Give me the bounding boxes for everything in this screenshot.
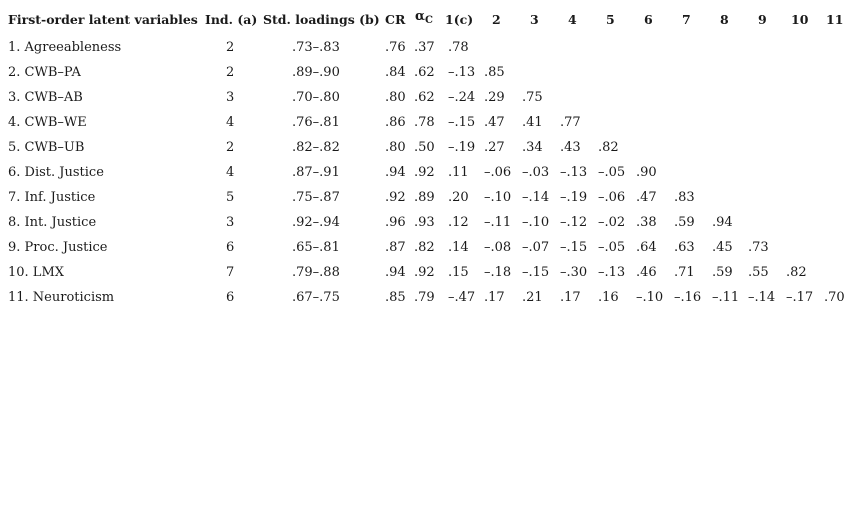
row-corr-4: –.15 [560, 240, 588, 255]
row-corr-6: .38 [636, 215, 657, 230]
header-c8: 8 [720, 12, 729, 27]
row-variable-name: 5. CWB–UB [8, 140, 85, 155]
row-variable-name: 3. CWB–AB [8, 90, 83, 105]
row-corr-7: –.16 [674, 290, 702, 305]
row-cr: .80 [385, 90, 406, 105]
header-c7: 7 [682, 12, 691, 27]
row-variable-name: 9. Proc. Justice [8, 240, 108, 255]
row-corr-2: –.10 [484, 190, 512, 205]
row-corr-2: .27 [484, 140, 505, 155]
row-ind: 4 [226, 165, 235, 180]
row-variable-name: 6. Dist. Justice [8, 165, 104, 180]
row-corr-2: –.06 [484, 165, 512, 180]
row-corr-8: .59 [712, 265, 733, 280]
row-alpha: .89 [414, 190, 435, 205]
header-c2: 2 [492, 12, 501, 27]
row-corr-5: –.05 [598, 165, 626, 180]
row-loadings: .67–.75 [292, 290, 340, 305]
row-cr: .80 [385, 140, 406, 155]
row-alpha: .79 [414, 290, 435, 305]
row-alpha: .92 [414, 165, 435, 180]
row-alpha: .82 [414, 240, 435, 255]
row-corr-9: .73 [748, 240, 769, 255]
row-variable-name: 2. CWB–PA [8, 65, 81, 80]
row-corr-7: .71 [674, 265, 695, 280]
row-ind: 3 [226, 90, 235, 105]
row-cr: .76 [385, 40, 406, 55]
row-alpha: .78 [414, 115, 435, 130]
row-corr-1: –.24 [448, 90, 476, 105]
row-corr-1: .78 [448, 40, 469, 55]
row-ind: 6 [226, 290, 235, 305]
header-c9: 9 [758, 12, 767, 27]
header-alpha [415, 8, 433, 26]
row-corr-4: –.12 [560, 215, 588, 230]
header-ind: Ind. (a) [205, 12, 258, 27]
row-cr: .86 [385, 115, 406, 130]
row-corr-7: .63 [674, 240, 695, 255]
row-corr-6: .47 [636, 190, 657, 205]
row-corr-1: –.13 [448, 65, 476, 80]
row-variable-name: 8. Int. Justice [8, 215, 97, 230]
row-corr-2: –.18 [484, 265, 512, 280]
row-corr-5: .16 [598, 290, 619, 305]
row-corr-1: .15 [448, 265, 469, 280]
row-alpha: .62 [414, 65, 435, 80]
row-loadings: .70–.80 [292, 90, 340, 105]
row-corr-6: .46 [636, 265, 657, 280]
row-variable-name: 11. Neuroticism [8, 290, 115, 305]
row-cr: .85 [385, 290, 406, 305]
row-corr-1: –.19 [448, 140, 476, 155]
row-corr-2: .47 [484, 115, 505, 130]
row-loadings: .79–.88 [292, 265, 340, 280]
row-corr-3: –.15 [522, 265, 550, 280]
header-variable: First-order latent variables [8, 12, 198, 27]
row-corr-5: –.02 [598, 215, 626, 230]
row-corr-8: –.11 [712, 290, 740, 305]
row-corr-3: –.07 [522, 240, 550, 255]
row-loadings: .75–.87 [292, 190, 340, 205]
row-corr-1: –.47 [448, 290, 476, 305]
row-corr-4: .43 [560, 140, 581, 155]
row-alpha: .37 [414, 40, 435, 55]
row-corr-3: .41 [522, 115, 543, 130]
row-corr-4: .17 [560, 290, 581, 305]
row-cr: .94 [385, 165, 406, 180]
header-cr: CR [385, 12, 406, 27]
row-cr: .87 [385, 240, 406, 255]
row-corr-2: .85 [484, 65, 505, 80]
row-ind: 2 [226, 40, 235, 55]
row-corr-4: –.13 [560, 165, 588, 180]
row-alpha: .50 [414, 140, 435, 155]
row-corr-3: –.14 [522, 190, 550, 205]
header-c3: 3 [530, 12, 539, 27]
row-corr-8: .45 [712, 240, 733, 255]
row-loadings: .73–.83 [292, 40, 340, 55]
row-corr-7: .83 [674, 190, 695, 205]
row-corr-4: –.30 [560, 265, 588, 280]
row-ind: 6 [226, 240, 235, 255]
row-corr-11: .70 [824, 290, 845, 305]
row-loadings: .82–.82 [292, 140, 340, 155]
row-variable-name: 1. Agreeableness [8, 40, 122, 55]
header-c5: 5 [606, 12, 615, 27]
row-corr-5: –.06 [598, 190, 626, 205]
row-cr: .92 [385, 190, 406, 205]
row-corr-10: –.17 [786, 290, 814, 305]
row-corr-5: –.13 [598, 265, 626, 280]
header-loadings: Std. loadings (b) [263, 12, 380, 27]
row-corr-1: –.15 [448, 115, 476, 130]
row-corr-3: .34 [522, 140, 543, 155]
row-alpha: .62 [414, 90, 435, 105]
row-corr-2: –.08 [484, 240, 512, 255]
row-corr-1: .14 [448, 240, 469, 255]
row-corr-1: .11 [448, 165, 469, 180]
row-corr-6: –.10 [636, 290, 664, 305]
row-ind: 2 [226, 65, 235, 80]
header-c4: 4 [568, 12, 577, 27]
row-corr-3: –.10 [522, 215, 550, 230]
row-cr: .94 [385, 265, 406, 280]
row-corr-6: .90 [636, 165, 657, 180]
header-c11: 11 [826, 12, 844, 27]
row-corr-5: .82 [598, 140, 619, 155]
row-corr-7: .59 [674, 215, 695, 230]
row-loadings: .65–.81 [292, 240, 340, 255]
row-ind: 3 [226, 215, 235, 230]
row-corr-4: .77 [560, 115, 581, 130]
header-c6: 6 [644, 12, 653, 27]
row-corr-1: .12 [448, 215, 469, 230]
row-ind: 5 [226, 190, 235, 205]
row-ind: 7 [226, 265, 235, 280]
row-corr-6: .64 [636, 240, 657, 255]
row-corr-9: .55 [748, 265, 769, 280]
row-loadings: .92–.94 [292, 215, 340, 230]
row-cr: .96 [385, 215, 406, 230]
row-loadings: .89–.90 [292, 65, 340, 80]
row-corr-2: –.11 [484, 215, 512, 230]
header-c10: 10 [791, 12, 809, 27]
row-corr-5: –.05 [598, 240, 626, 255]
row-corr-3: –.03 [522, 165, 550, 180]
row-corr-9: –.14 [748, 290, 776, 305]
alpha-symbol: α [415, 9, 426, 24]
row-cr: .84 [385, 65, 406, 80]
row-loadings: .87–.91 [292, 165, 340, 180]
row-variable-name: 10. LMX [8, 265, 65, 280]
alpha-subscript: C [425, 15, 433, 26]
row-corr-2: .29 [484, 90, 505, 105]
row-loadings: .76–.81 [292, 115, 340, 130]
row-alpha: .93 [414, 215, 435, 230]
row-corr-2: .17 [484, 290, 505, 305]
row-ind: 2 [226, 140, 235, 155]
row-variable-name: 7. Inf. Justice [8, 190, 96, 205]
row-alpha: .92 [414, 265, 435, 280]
row-corr-1: .20 [448, 190, 469, 205]
row-corr-3: .21 [522, 290, 543, 305]
row-corr-10: .82 [786, 265, 807, 280]
row-corr-3: .75 [522, 90, 543, 105]
row-ind: 4 [226, 115, 235, 130]
row-corr-4: –.19 [560, 190, 588, 205]
header-c1: 1(c) [445, 12, 474, 27]
row-variable-name: 4. CWB–WE [8, 115, 87, 130]
row-corr-8: .94 [712, 215, 733, 230]
